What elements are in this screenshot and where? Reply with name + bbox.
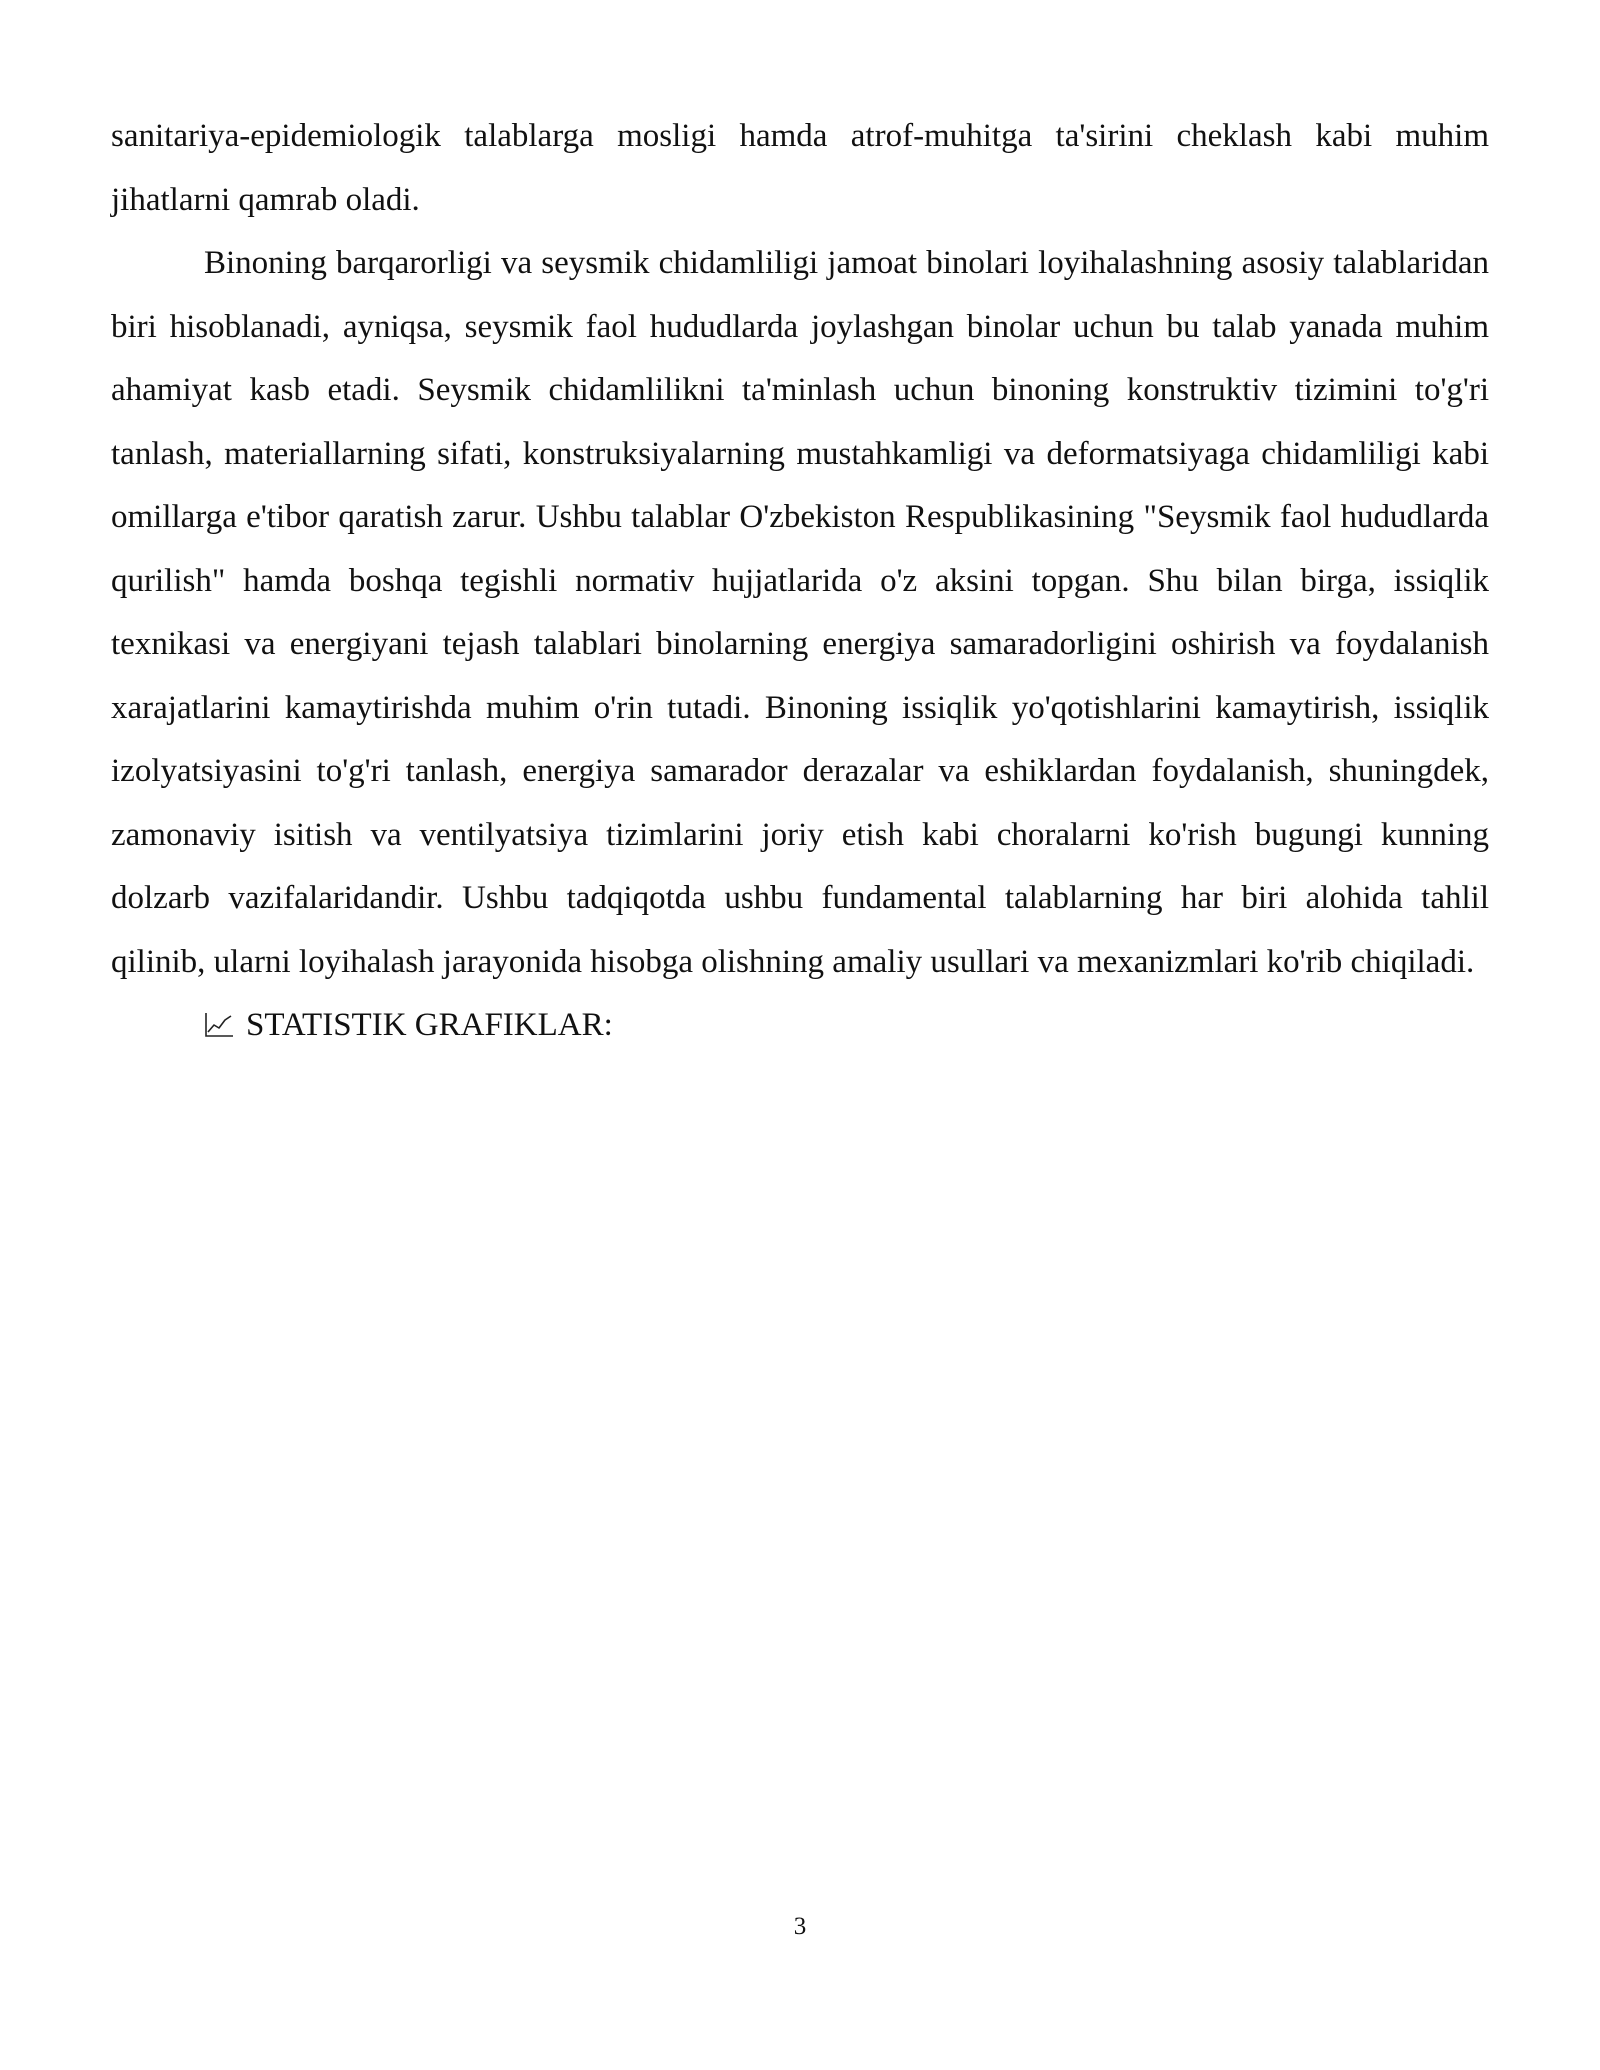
section-heading-text: STATISTIK GRAFIKLAR: [246, 1007, 613, 1043]
paragraph-continuation: sanitariya-epidemiologik talablarga mosligi hamda atrof-muhitga ta'sirini cheklash kabi muhim jihatlarni qamrab oladi. [111, 118, 1489, 218]
page-number: 3 [793, 1913, 807, 1940]
section-heading [111, 994, 1489, 1058]
paragraph-main: Binoning barqarorligi va seysmik chidamliligi jamoat binolari loyihalashning asosiy talablaridan biri hisoblanadi, ayniqsa, seysmik faol hududlarda joylashgan binolar uchun bu talab yanada muhim ahamiyat kasb etadi. Seysmik chidamlilikni ta'minlash uchun binoning konstruktiv tizimini to'g'ri tanlash, materiallarning sifati, konstruksiyalarning mustahkamligi va deformatsiyaga chidamliligi kabi omillarga e'tibor qaratish zarur. Ushbu talablar O'zbekiston Respublikasining "Seysmik faol hududlarda qurilish" hamda boshqa tegishli normativ hujjatlarida o'z aksini topgan. Shu bilan birga, issiqlik texnikasi va energiyani tejash talablari binolarning energiya samaradorligini oshirish va foydalanish xarajatlarini kamaytirishda muhim o'rin tutadi. Binoning issiqlik yo'qotishlarini kamaytirish, issiqlik izolyatsiyasini to'g'ri tanlash, energiya samarador derazalar va eshiklardan foydalanish, shuningdek, zamonaviy isitish va ventilyatsiya tizimlarini joriy etish kabi choralarni ko'rish bugungi kunning dolzarb vazifalaridandir. Ushbu tadqiqotda ushbu fundamental talablarning har biri alohida tahlil qilinib, ularni loyihalash jarayonida hisobga olishning amaliy usullari va mexanizmlari ko'rib chiqiladi. [111, 245, 1489, 980]
chart-increasing-icon [204, 1012, 234, 1038]
document-body [111, 105, 1489, 1058]
